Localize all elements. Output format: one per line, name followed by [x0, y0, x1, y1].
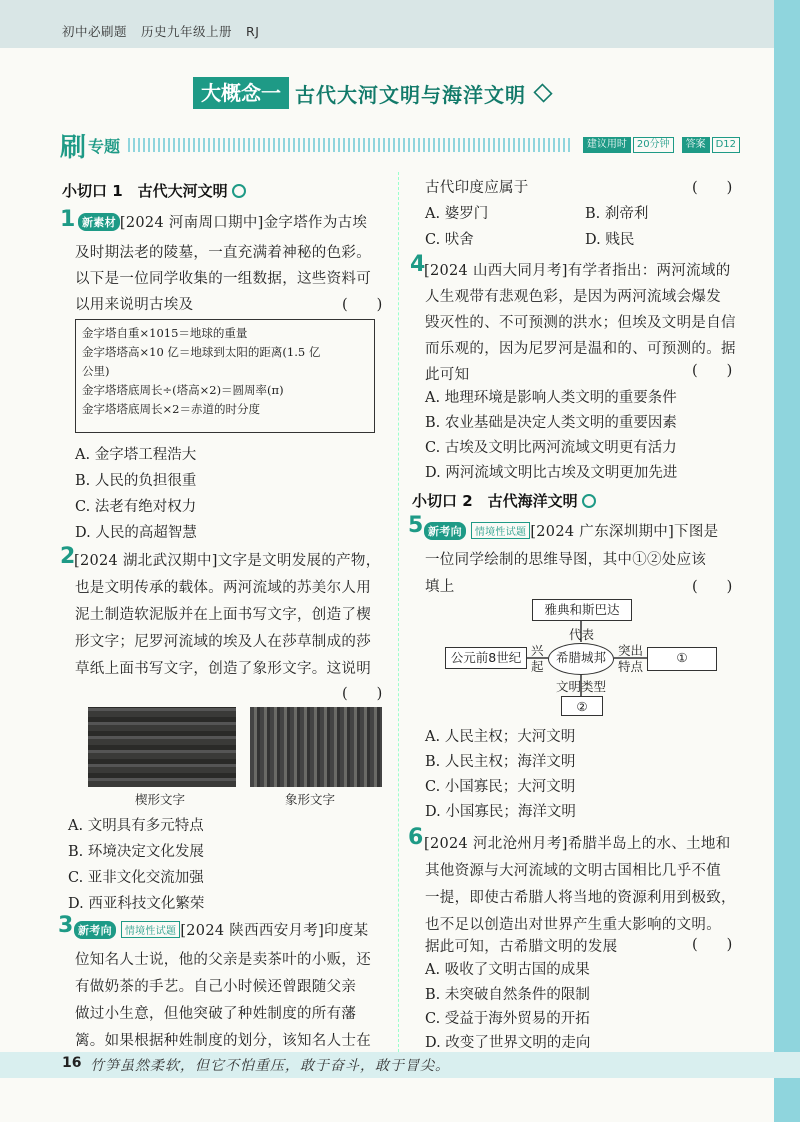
- hieroglyph-image: [250, 707, 382, 787]
- section-title: 小切口 1 古代大河文明: [62, 182, 228, 200]
- new-material-badge: 新素材: [78, 213, 120, 231]
- answer-blank: ( ): [692, 579, 733, 595]
- question-line: 其他资源与大河流域的文明古国相比几乎不值: [425, 863, 721, 879]
- title-text: 古代大河文明与海洋文明: [295, 82, 526, 107]
- data-box: [75, 319, 375, 433]
- question-line: 也是文明传承的载体。两河流域的苏美尔人用: [75, 580, 371, 596]
- question-line: [424, 520, 718, 541]
- question-line: 古代印度应属于: [425, 180, 529, 196]
- map-edge-label: 突出: [618, 643, 644, 658]
- option-b: B. 环境决定文化发展: [68, 844, 204, 860]
- option-c: C. 小国寡民；大河文明: [425, 779, 576, 795]
- map-node-top: 雅典和斯巴达: [532, 599, 632, 621]
- column-divider: [398, 172, 399, 1052]
- question-line: 篱。如果根据种姓制度的划分，该知名人士在: [75, 1033, 371, 1049]
- question-line: 草纸上面书写文字，创造了象形文字。这说明: [75, 661, 371, 677]
- question-line: [2024 湖北武汉期中]文字是文明发展的产物，: [74, 553, 381, 569]
- question-text: [2024 广东深圳期中]下图是: [530, 524, 719, 540]
- data-row: 金字塔塔高×10 亿＝地球到太阳的距离(1.5 亿: [82, 345, 321, 359]
- question-line: 形文字；尼罗河流域的埃及人在莎草制成的莎: [75, 634, 371, 650]
- option-c: C. 吠舍: [425, 232, 474, 248]
- pen-icon: [582, 494, 596, 508]
- question-line: 以用来说明古埃及: [75, 297, 194, 313]
- question-line: 泥土制造软泥版并在上面书写文字，创造了楔: [75, 607, 371, 623]
- map-edge-label: 代表: [569, 627, 595, 642]
- dotted-rule: [128, 138, 573, 152]
- question-line: 也不足以创造出对世界产生重大影响的文明。: [425, 917, 721, 933]
- time-label: 建议用时: [583, 137, 631, 153]
- option-b: B. 人民的负担很重: [75, 473, 197, 489]
- option-b: B. 人民主权；海洋文明: [425, 754, 576, 770]
- title-box: 大概念一: [193, 77, 289, 109]
- option-d: D. 西亚科技文化繁荣: [68, 896, 205, 912]
- question-line: 做过小生意，但他突破了种姓制度的所有藩: [75, 1006, 357, 1022]
- map-edge-label: 文明类型: [556, 679, 607, 694]
- question-number: 6: [408, 825, 424, 850]
- data-row: 公里): [82, 364, 110, 378]
- question-line: 一位同学绘制的思维导图，其中①②处应该: [425, 552, 707, 568]
- section-heading-1: [62, 180, 246, 201]
- question-line: 毁灭性的、不可预测的洪水；但埃及文明是自信: [425, 315, 736, 331]
- map-edge-label: 特点: [618, 659, 644, 674]
- question-number: 5: [408, 513, 424, 538]
- question-line: [74, 919, 368, 940]
- data-row: 金字塔塔底周长×2＝赤道的时分度: [82, 402, 260, 416]
- option-d: D. 人民的高超智慧: [75, 525, 197, 541]
- option-c: C. 受益于海外贸易的开拓: [425, 1011, 590, 1027]
- question-line: [2024 河北沧州月考]希腊半岛上的水、土地和: [424, 836, 731, 852]
- context-badge: 情境性试题: [471, 522, 531, 539]
- option-c: C. 法老有绝对权力: [75, 499, 197, 515]
- answer-blank: ( ): [692, 363, 733, 379]
- map-node-left: 公元前8世纪: [445, 647, 527, 669]
- question-line: 此可知: [425, 367, 470, 383]
- answer-blank: ( ): [342, 297, 383, 313]
- option-d: D. 改变了世界文明的走向: [425, 1035, 591, 1051]
- option-b: B. 刹帝利: [585, 206, 649, 222]
- option-a: A. 吸收了文明古国的成果: [425, 962, 590, 978]
- cube-icon: [533, 83, 552, 102]
- question-line: [78, 211, 367, 232]
- question-line: 一提，即使古希腊人将当地的资源利用到极致，: [425, 890, 736, 906]
- topic-bar: [60, 132, 740, 163]
- question-line: 据此可知，古希腊文明的发展: [425, 939, 618, 955]
- option-a: A. 地理环境是影响人类文明的重要条件: [425, 390, 677, 406]
- question-text: [2024 陕西西安月考]印度某: [180, 923, 369, 939]
- question-number: 4: [410, 252, 426, 277]
- option-a: A. 金字塔工程浩大: [75, 447, 197, 463]
- option-a: A. 文明具有多元特点: [68, 818, 204, 834]
- data-row: 金字塔自重×1015＝地球的重量: [82, 326, 248, 340]
- brush-label: 专题: [88, 136, 121, 156]
- answer-label: 答案: [682, 137, 710, 153]
- map-node-right: ①: [647, 647, 717, 671]
- question-number: 3: [58, 913, 74, 938]
- context-badge: 情境性试题: [121, 921, 181, 938]
- question-number: 2: [60, 544, 76, 569]
- section-title: 小切口 2 古代海洋文明: [412, 492, 578, 510]
- option-d: D. 两河流域文明比古埃及文明更加先进: [425, 465, 678, 481]
- subject-name: 历史九年级上册: [141, 24, 233, 39]
- option-a: A. 婆罗门: [425, 206, 489, 222]
- pen-icon: [232, 184, 246, 198]
- map-node-center: 希腊城邦: [548, 643, 614, 675]
- question-line: 人生观带有悲观色彩，是因为两河流域会爆发: [425, 289, 721, 305]
- question-line: [2024 山西大同月考]有学者指出：两河流域的: [424, 263, 731, 279]
- image-caption: 象形文字: [285, 792, 336, 807]
- map-edge-label: 起: [531, 659, 544, 674]
- chapter-title: [193, 76, 552, 110]
- option-c: C. 亚非文化交流加强: [68, 870, 204, 886]
- map-edge-label: 兴: [531, 643, 544, 658]
- running-header: [62, 22, 273, 40]
- map-node-bottom: ②: [561, 696, 603, 716]
- question-number: 1: [60, 207, 76, 232]
- data-row: 金字塔塔底周长÷(塔高×2)＝圆周率(π): [82, 383, 284, 397]
- answer-value: D12: [712, 137, 740, 153]
- edition: RJ: [246, 24, 260, 39]
- new-direction-badge: 新考向: [424, 522, 466, 540]
- answer-blank: ( ): [692, 180, 733, 196]
- cuneiform-tablet-image: [88, 707, 236, 787]
- page-number: 16: [62, 1055, 82, 1071]
- section-heading-2: [412, 490, 596, 511]
- new-direction-badge: 新考向: [74, 921, 116, 939]
- question-line: 有做奶茶的手艺。自己小时候还曾跟随父亲: [75, 979, 357, 995]
- footer-motto: 竹笋虽然柔软，但它不怕重压，敢于奋斗，敢于冒尖。: [90, 1058, 450, 1074]
- question-text: [2024 河南周口期中]金字塔作为古埃: [119, 215, 368, 231]
- question-line: 而乐观的，因为尼罗河是温和的、可预测的。据: [425, 341, 736, 357]
- option-d: D. 小国寡民；海洋文明: [425, 804, 576, 820]
- option-a: A. 人民主权；大河文明: [425, 729, 576, 745]
- book-name: 初中必刷题: [62, 24, 128, 39]
- answer-blank: ( ): [342, 686, 383, 702]
- image-caption: 楔形文字: [135, 792, 186, 807]
- time-value: 20分钟: [633, 137, 674, 153]
- option-d: D. 贱民: [585, 232, 635, 248]
- question-line: 位知名人士说，他的父亲是卖茶叶的小贩，还: [75, 952, 371, 968]
- question-line: 填上: [425, 579, 455, 595]
- edge-strip: [774, 0, 800, 1122]
- brush-glyph: 刷: [60, 132, 87, 163]
- option-b: B. 未突破自然条件的限制: [425, 987, 590, 1003]
- question-line: 及时期法老的陵墓，一直充满着神秘的色彩。: [75, 245, 371, 261]
- option-b: B. 农业基础是决定人类文明的重要因素: [425, 415, 677, 431]
- option-c: C. 古埃及文明比两河流域文明更有活力: [425, 440, 677, 456]
- question-line: 以下是一位同学收集的一组数据，这些资料可: [75, 271, 371, 287]
- answer-blank: ( ): [692, 937, 733, 953]
